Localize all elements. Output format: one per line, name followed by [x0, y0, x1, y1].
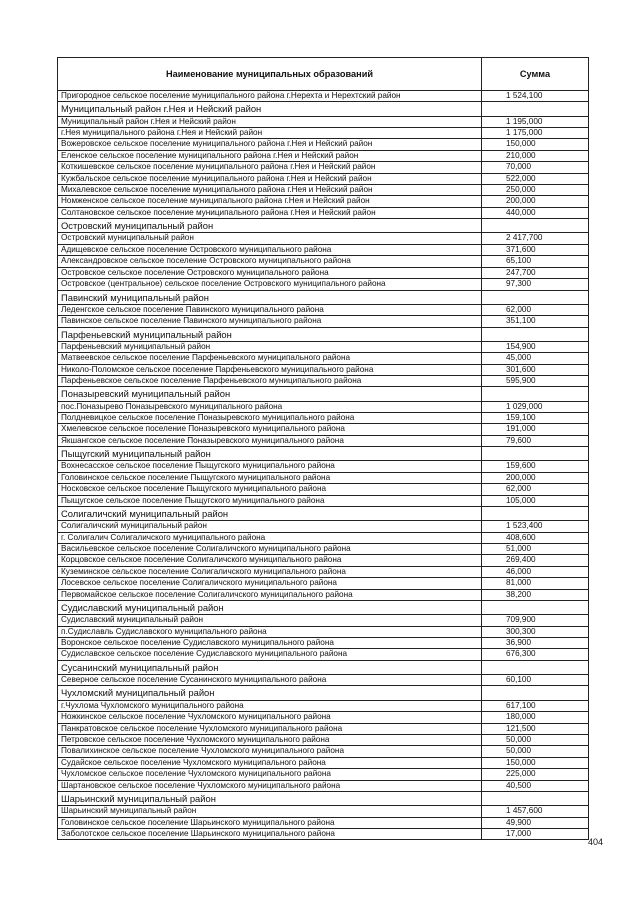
row-name-cell: Михалевское сельское поселение муниципального района г.Нея и Нейский район	[58, 185, 482, 196]
row-name-cell: Шартановское сельское поселение Чухломского муниципального района	[58, 780, 482, 791]
row-name-cell: Николо-Поломское сельское поселение Парфеньевского муниципального района	[58, 364, 482, 375]
group-header-row	[58, 387, 589, 401]
table-row	[58, 484, 589, 495]
group-name-cell: Чухломский муниципальный район	[58, 686, 482, 700]
row-name-cell: Солтановское сельское поселение муниципального района г.Нея и Нейский район	[58, 207, 482, 218]
group-name-cell: Пыщугский муниципальный район	[58, 447, 482, 461]
group-header-row	[58, 102, 589, 116]
row-sum-cell: 154,900	[482, 341, 589, 352]
row-sum-cell: 70,000	[482, 162, 589, 173]
group-header-row	[58, 290, 589, 304]
row-sum-cell: 200,000	[482, 472, 589, 483]
row-name-cell: Якшангское сельское поселение Поназыревского муниципального района	[58, 435, 482, 446]
row-name-cell: Островское сельское поселение Островского муниципального района	[58, 267, 482, 278]
row-name-cell: Номженское сельское поселение муниципального района г.Нея и Нейский район	[58, 196, 482, 207]
group-name-cell: Парфеньевский муниципальный район	[58, 327, 482, 341]
row-name-cell: Пригородное сельское поселение муниципального района г.Нерехта и Нерехтский район	[58, 91, 482, 102]
group-name-cell: Судиславский муниципальный район	[58, 601, 482, 615]
row-name-cell: г.Чухлома Чухломского муниципального района	[58, 700, 482, 711]
table-row	[58, 196, 589, 207]
row-name-cell: п.Судиславль Судиславского муниципального района	[58, 626, 482, 637]
row-name-cell: Заболотское сельское поселение Шарьинского муниципального района	[58, 828, 482, 839]
table-row	[58, 279, 589, 290]
row-sum-cell: 676,300	[482, 649, 589, 660]
row-name-cell: Северное сельское поселение Сусанинского муниципального района	[58, 675, 482, 686]
row-name-cell: Головинское сельское поселение Пыщугского муниципального района	[58, 472, 482, 483]
table-row	[58, 150, 589, 161]
table-row	[58, 578, 589, 589]
row-sum-cell	[482, 601, 589, 615]
row-sum-cell: 1 457,600	[482, 806, 589, 817]
row-sum-cell	[482, 219, 589, 233]
row-name-cell: Корцовское сельское поселение Солигаличского муниципального района	[58, 555, 482, 566]
row-name-cell: Адищевское сельское поселение Островского муниципального района	[58, 244, 482, 255]
row-sum-cell: 62,000	[482, 304, 589, 315]
table-row	[58, 461, 589, 472]
row-name-cell: Парфеньевский муниципальный район	[58, 341, 482, 352]
group-header-row	[58, 601, 589, 615]
row-name-cell: Муниципальный район г.Нея и Нейский район	[58, 116, 482, 127]
table-row	[58, 91, 589, 102]
row-sum-cell: 1 524,100	[482, 91, 589, 102]
table-row	[58, 828, 589, 839]
row-sum-cell: 180,000	[482, 712, 589, 723]
row-name-cell: г. Солигалич Солигаличского муниципального района	[58, 532, 482, 543]
row-name-cell: Судайское сельское поселение Чухломского муниципального района	[58, 757, 482, 768]
row-name-cell: Повалихинское сельское поселение Чухломского муниципального района	[58, 746, 482, 757]
group-name-cell: Поназыревский муниципальный район	[58, 387, 482, 401]
row-sum-cell: 65,100	[482, 256, 589, 267]
row-sum-cell: 1 029,000	[482, 401, 589, 412]
row-name-cell: г.Нея муниципального района г.Нея и Нейский район	[58, 128, 482, 139]
row-name-cell: Пыщугское сельское поселение Пыщугского муниципального района	[58, 495, 482, 506]
table-row	[58, 116, 589, 127]
table-row	[58, 401, 589, 412]
row-sum-cell: 50,000	[482, 746, 589, 757]
table-row	[58, 495, 589, 506]
group-header-row	[58, 327, 589, 341]
row-sum-cell: 300,300	[482, 626, 589, 637]
row-sum-cell	[482, 791, 589, 805]
table-row	[58, 173, 589, 184]
table-row	[58, 626, 589, 637]
group-header-row	[58, 791, 589, 805]
group-name-cell: Солигаличский муниципальный район	[58, 507, 482, 521]
table-row	[58, 267, 589, 278]
table-row	[58, 435, 589, 446]
row-name-cell: Чухломское сельское поселение Чухломского муниципального района	[58, 769, 482, 780]
row-sum-cell: 150,000	[482, 139, 589, 150]
row-name-cell: Солигаличский муниципальный район	[58, 521, 482, 532]
row-name-cell: Воронское сельское поселение Судиславского муниципального района	[58, 638, 482, 649]
row-sum-cell: 17,000	[482, 828, 589, 839]
row-sum-cell	[482, 327, 589, 341]
row-sum-cell: 200,000	[482, 196, 589, 207]
table-row	[58, 649, 589, 660]
row-name-cell: Носковское сельское поселение Пыщугского муниципального района	[58, 484, 482, 495]
row-name-cell: Судиславский муниципальный район	[58, 615, 482, 626]
row-name-cell: Парфеньевское сельское поселение Парфеньевского муниципального района	[58, 375, 482, 386]
row-sum-cell: 1 175,000	[482, 128, 589, 139]
table-row	[58, 304, 589, 315]
table-row	[58, 412, 589, 423]
table-row	[58, 544, 589, 555]
row-sum-cell: 1 195,000	[482, 116, 589, 127]
table-row	[58, 566, 589, 577]
row-name-cell: Хмелевское сельское поселение Поназыревского муниципального района	[58, 424, 482, 435]
row-name-cell: Ножкинское сельское поселение Чухломского муниципального района	[58, 712, 482, 723]
row-sum-cell	[482, 102, 589, 116]
row-name-cell: Первомайское сельское поселение Солигаличского муниципального района	[58, 589, 482, 600]
header-name-cell: Наименование муниципальных образований	[58, 58, 482, 91]
row-sum-cell: 81,000	[482, 578, 589, 589]
header-sum-cell: Сумма	[482, 58, 589, 91]
table-row	[58, 638, 589, 649]
row-sum-cell: 709,900	[482, 615, 589, 626]
table-row	[58, 746, 589, 757]
table-row	[58, 207, 589, 218]
row-name-cell: Лосевское сельское поселение Солигаличского муниципального района	[58, 578, 482, 589]
row-sum-cell: 210,000	[482, 150, 589, 161]
table-row	[58, 162, 589, 173]
row-sum-cell: 2 417,700	[482, 233, 589, 244]
row-sum-cell: 60,100	[482, 675, 589, 686]
row-sum-cell: 1 523,400	[482, 521, 589, 532]
row-sum-cell: 371,600	[482, 244, 589, 255]
row-sum-cell: 522,000	[482, 173, 589, 184]
row-sum-cell: 301,600	[482, 364, 589, 375]
table-row	[58, 589, 589, 600]
table-row	[58, 555, 589, 566]
row-sum-cell: 62,000	[482, 484, 589, 495]
row-sum-cell: 36,900	[482, 638, 589, 649]
table-row	[58, 769, 589, 780]
table-row	[58, 521, 589, 532]
table-row	[58, 185, 589, 196]
group-name-cell: Шарьинский муниципальный район	[58, 791, 482, 805]
row-name-cell: Вожеровское сельское поселение муниципального района г.Нея и Нейский район	[58, 139, 482, 150]
row-name-cell: Островский муниципальный район	[58, 233, 482, 244]
page-number: 404	[588, 837, 604, 847]
row-name-cell: пос.Поназырево Поназыревского муниципального района	[58, 401, 482, 412]
table-row	[58, 757, 589, 768]
row-sum-cell: 40,500	[482, 780, 589, 791]
row-name-cell: Полдневицкое сельское поселение Поназыревского муниципального района	[58, 412, 482, 423]
group-name-cell: Павинский муниципальный район	[58, 290, 482, 304]
table-row	[58, 615, 589, 626]
table-row	[58, 375, 589, 386]
row-name-cell: Александровское сельское поселение Островского муниципального района	[58, 256, 482, 267]
row-sum-cell: 51,000	[482, 544, 589, 555]
table-row	[58, 817, 589, 828]
row-sum-cell	[482, 387, 589, 401]
row-name-cell: Матвеевское сельское поселение Парфеньевского муниципального района	[58, 353, 482, 364]
table-header-row	[58, 58, 589, 91]
row-name-cell: Петровское сельское поселение Чухломского муниципального района	[58, 734, 482, 745]
group-header-row	[58, 686, 589, 700]
row-name-cell: Островское (центральное) сельское поселение Островского муниципального района	[58, 279, 482, 290]
row-sum-cell: 49,900	[482, 817, 589, 828]
table-row	[58, 353, 589, 364]
row-sum-cell: 45,000	[482, 353, 589, 364]
table-row	[58, 316, 589, 327]
table-row	[58, 712, 589, 723]
table-row	[58, 806, 589, 817]
row-sum-cell: 97,300	[482, 279, 589, 290]
row-sum-cell: 50,000	[482, 734, 589, 745]
row-name-cell: Шарьинский муниципальный район	[58, 806, 482, 817]
row-sum-cell: 46,000	[482, 566, 589, 577]
row-sum-cell: 79,600	[482, 435, 589, 446]
row-sum-cell: 159,100	[482, 412, 589, 423]
group-name-cell: Островский муниципальный район	[58, 219, 482, 233]
table-row	[58, 700, 589, 711]
table-row	[58, 341, 589, 352]
row-name-cell: Кужбальское сельское поселение муниципального района г.Нея и Нейский район	[58, 173, 482, 184]
group-name-cell: Муниципальный район г.Нея и Нейский район	[58, 102, 482, 116]
row-name-cell: Еленское сельское поселение муниципального района г.Нея и Нейский район	[58, 150, 482, 161]
table-row	[58, 675, 589, 686]
row-sum-cell: 121,500	[482, 723, 589, 734]
row-sum-cell: 269,400	[482, 555, 589, 566]
row-sum-cell: 250,000	[482, 185, 589, 196]
row-name-cell: Павинское сельское поселение Павинского муниципального района	[58, 316, 482, 327]
row-sum-cell: 225,000	[482, 769, 589, 780]
table-row	[58, 424, 589, 435]
row-sum-cell	[482, 290, 589, 304]
budget-table	[57, 57, 589, 840]
row-name-cell: Коткишевское сельское поселение муниципального района г.Нея и Нейский район	[58, 162, 482, 173]
table-row	[58, 472, 589, 483]
row-sum-cell: 440,000	[482, 207, 589, 218]
row-sum-cell: 247,700	[482, 267, 589, 278]
row-name-cell: Леденгское сельское поселение Павинского муниципального района	[58, 304, 482, 315]
row-name-cell: Вохнесасское сельское поселение Пыщугского муниципального района	[58, 461, 482, 472]
row-sum-cell: 191,000	[482, 424, 589, 435]
row-sum-cell: 159,600	[482, 461, 589, 472]
group-header-row	[58, 660, 589, 674]
table-row	[58, 780, 589, 791]
group-header-row	[58, 219, 589, 233]
row-sum-cell: 38,200	[482, 589, 589, 600]
table-row	[58, 256, 589, 267]
row-name-cell: Васильевское сельское поселение Солигаличского муниципального района	[58, 544, 482, 555]
row-sum-cell: 595,900	[482, 375, 589, 386]
table-row	[58, 734, 589, 745]
group-header-row	[58, 447, 589, 461]
row-sum-cell	[482, 447, 589, 461]
table-row	[58, 532, 589, 543]
table-row	[58, 128, 589, 139]
group-header-row	[58, 507, 589, 521]
row-sum-cell: 105,000	[482, 495, 589, 506]
row-sum-cell: 351,100	[482, 316, 589, 327]
table-row	[58, 139, 589, 150]
row-name-cell: Головинское сельское поселение Шарьинского муниципального района	[58, 817, 482, 828]
row-sum-cell	[482, 686, 589, 700]
row-sum-cell	[482, 660, 589, 674]
row-name-cell: Куземинское сельское поселение Солигаличского муниципального района	[58, 566, 482, 577]
table-row	[58, 723, 589, 734]
row-sum-cell	[482, 507, 589, 521]
table-row	[58, 244, 589, 255]
row-name-cell: Судиславское сельское поселение Судиславского муниципального района	[58, 649, 482, 660]
table-row	[58, 364, 589, 375]
group-name-cell: Сусанинский муниципальный район	[58, 660, 482, 674]
row-sum-cell: 617,100	[482, 700, 589, 711]
table-body	[58, 91, 589, 840]
row-sum-cell: 408,600	[482, 532, 589, 543]
table-row	[58, 233, 589, 244]
row-sum-cell: 150,000	[482, 757, 589, 768]
row-name-cell: Панкратовское сельское поселение Чухломского муниципального района	[58, 723, 482, 734]
